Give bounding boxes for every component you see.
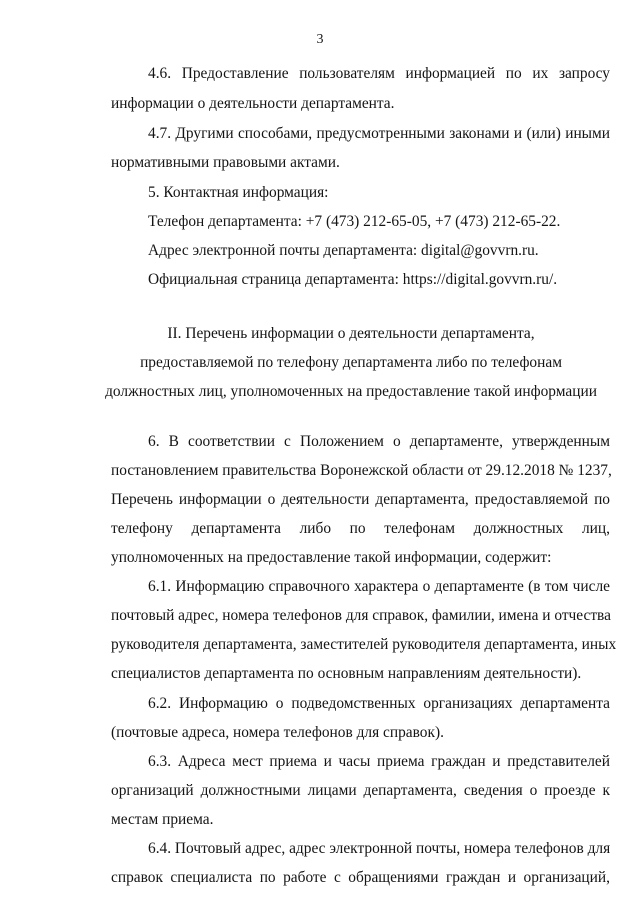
text-line: нормативными правовыми актами. [111, 154, 340, 171]
text-line: постановлением правительства Воронежской области от 29.12.2018 № 1237, [111, 462, 612, 479]
text-line: справок специалиста по работе с обращениями граждан и организаций, [111, 869, 610, 886]
section-heading-line: II. Перечень информации о деятельности департамента, [167, 325, 535, 342]
text-line: 6.4. Почтовый адрес, адрес электронной почты, номера телефонов для [148, 840, 611, 857]
text-line: информации о деятельности департамента. [111, 95, 395, 112]
text-line: почтовый адрес, номера телефонов для справок, фамилии, имена и отчества [111, 607, 611, 624]
text-line: 6. В соответствии с Положением о департаменте, утвержденным [148, 433, 610, 450]
text-line: 4.6. Предоставление пользователям информацией по их запросу [148, 65, 610, 82]
text-line: 6.1. Информацию справочного характера о департаменте (в том числе [148, 578, 610, 595]
text-line: руководителя департамента, заместителей руководителя департамента, иных [111, 636, 617, 653]
page-number: 3 [316, 32, 324, 47]
section-heading-line: предоставляемой по телефону департамента либо по телефонам [140, 354, 562, 371]
text-line: 4.7. Другими способами, предусмотренными законами и (или) иными [148, 125, 610, 142]
text-line: телефону департамента либо по телефонам должностных лиц, [111, 520, 610, 537]
text-line: 6.2. Информацию о подведомственных организациях департамента [148, 695, 610, 712]
text-line: местам приема. [111, 811, 214, 828]
text-line: Перечень информации о деятельности департамента, предоставляемой по [111, 491, 610, 508]
text-line: Официальная страница департамента: https://digital.govvrn.ru/. [148, 271, 558, 288]
text-line: (почтовые адреса, номера телефонов для справок). [111, 724, 444, 741]
text-line: специалистов департамента по основным направлениям деятельности). [111, 665, 582, 682]
section-heading-line: должностных лиц, уполномоченных на предоставление такой информации [105, 383, 597, 400]
text-line: Адрес электронной почты департамента: digital@govvrn.ru. [148, 242, 539, 259]
text-line: Телефон департамента: +7 (473) 212-65-05, +7 (473) 212-65-22. [148, 213, 561, 230]
text-line: 5. Контактная информация: [148, 184, 329, 201]
text-line: уполномоченных на предоставление такой информации, содержит: [111, 549, 552, 566]
text-line: организаций должностными лицами департамента, сведения о проезде к [111, 782, 610, 799]
text-line: 6.3. Адреса мест приема и часы приема граждан и представителей [148, 753, 610, 770]
